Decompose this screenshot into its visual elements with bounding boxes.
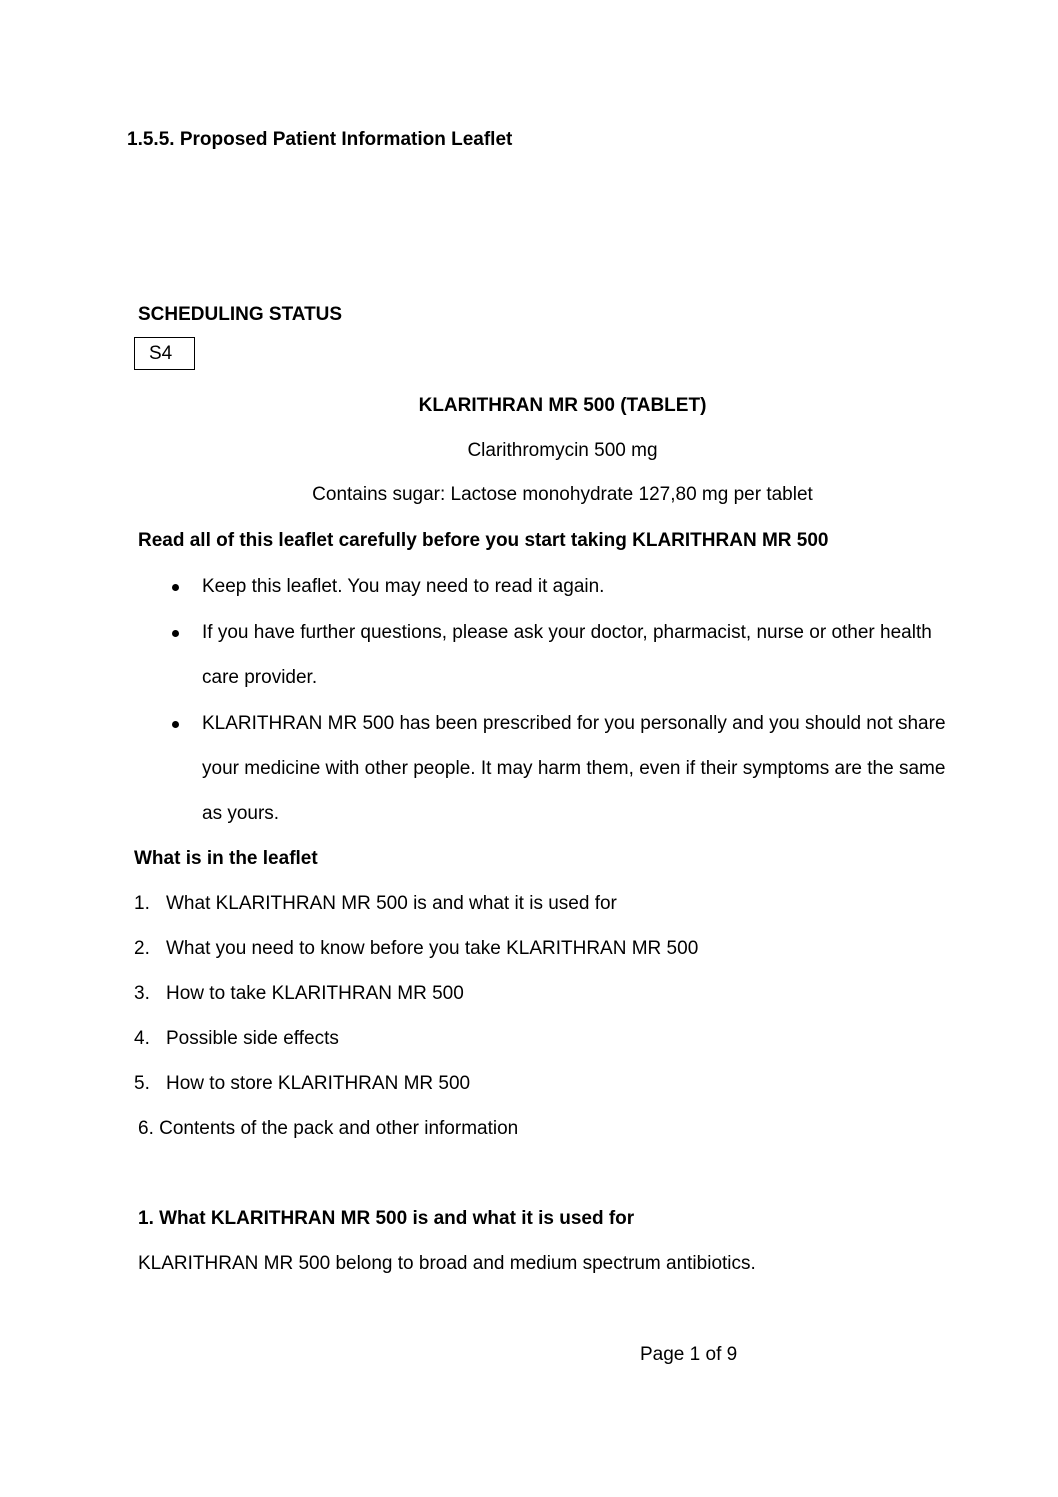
contents-item-number: 2.: [134, 938, 150, 959]
product-name: KLARITHRAN MR 500 (TABLET): [418, 395, 707, 416]
scheduling-status-value: S4: [149, 343, 173, 364]
bullet-line: Keep this leaflet. You may need to read it again.: [202, 576, 605, 597]
bullet-line: KLARITHRAN MR 500 has been prescribed for you personally and you should not share: [202, 713, 946, 734]
contents-item-number: 3.: [134, 983, 150, 1004]
read-notice: Read all of this leaflet carefully before you start taking KLARITHRAN MR 500: [138, 530, 829, 551]
contents-item-text: Possible side effects: [166, 1028, 339, 1049]
section1-body: KLARITHRAN MR 500 belong to broad and medium spectrum antibiotics.: [138, 1253, 756, 1274]
page-number: Page 1 of 9: [640, 1344, 738, 1365]
contents-item-text: How to store KLARITHRAN MR 500: [166, 1073, 471, 1094]
contents-heading: What is in the leaflet: [134, 848, 318, 869]
bullet-icon: [172, 630, 179, 637]
contents-item-number: 4.: [134, 1028, 150, 1049]
contents-item-text: How to take KLARITHRAN MR 500: [166, 983, 464, 1004]
bullet-line: as yours.: [202, 803, 280, 824]
section1-heading: 1. What KLARITHRAN MR 500 is and what it is used for: [138, 1208, 635, 1229]
document-heading: 1.5.5. Proposed Patient Information Leaflet: [127, 129, 513, 150]
scheduling-status-box: [134, 337, 195, 370]
bullet-line: If you have further questions, please ask your doctor, pharmacist, nurse or other health: [202, 622, 932, 643]
contents-item-number: 5.: [134, 1073, 150, 1094]
contents-item-6: 6. Contents of the pack and other information: [138, 1118, 519, 1139]
contents-item-text: What you need to know before you take KLARITHRAN MR 500: [166, 938, 699, 959]
bullet-line: care provider.: [202, 667, 318, 688]
contents-item-number: 1.: [134, 893, 150, 914]
bullet-line: your medicine with other people. It may harm them, even if their symptoms are the same: [202, 758, 946, 779]
scheduling-status-title: SCHEDULING STATUS: [138, 304, 343, 325]
contents-item-text: What KLARITHRAN MR 500 is and what it is used for: [166, 893, 617, 914]
active-ingredient: Clarithromycin 500 mg: [467, 440, 658, 461]
sugar-content: Contains sugar: Lactose monohydrate 127,80 mg per tablet: [312, 484, 813, 505]
bullet-icon: [172, 721, 179, 728]
bullet-icon: [172, 584, 179, 591]
